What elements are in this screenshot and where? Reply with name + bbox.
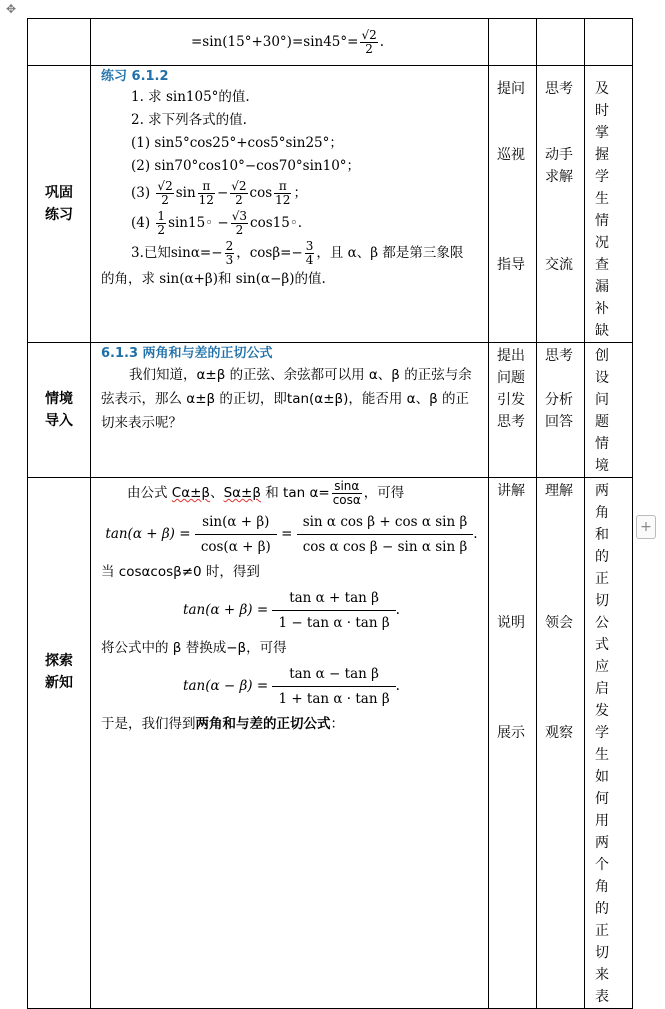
replace-text: 将公式中的 β 替换成−β，可得 — [101, 640, 287, 656]
content-cell — [91, 343, 489, 478]
student-activity: 理解 领会 观察 — [537, 478, 585, 1009]
row-label: 巩固 练习 — [28, 66, 91, 343]
intro-paragraph: 我们知道，α±β 的正弦、余弦都可以用 α、β 的正弦与余弦表示，那么 α±β 的正切，即tan(α±β)，能否用 α、β 的正切来表示呢？ — [101, 367, 472, 431]
table-row — [28, 478, 633, 1009]
section-heading: 练习 6.1.2 — [101, 69, 169, 84]
lesson-table — [27, 18, 633, 1009]
question-2-1: (1) sin5°cos25°+cos5°sin25°； — [131, 135, 343, 151]
table-move-icon[interactable]: ✥ — [6, 2, 17, 16]
teacher-activity: 提问 巡视 指导 — [489, 66, 537, 343]
question-2-3: (3) $\frac{√2}{2}$ sin $\frac{\pi}{12}$ − $\frac{√2}{2}$ cos $\frac{\pi}{12}$ ； — [131, 179, 307, 207]
section-heading: 6.1.3 两角和与差的正切公式 — [101, 346, 273, 361]
add-column-icon[interactable]: + — [636, 515, 656, 539]
fraction: $\frac{√2}{2}$ — [361, 27, 377, 56]
teacher-activity: 提出 问题 引发 思考 — [489, 343, 537, 478]
table-row — [28, 19, 633, 66]
teacher-activity: 讲解 说明 展示 — [489, 478, 537, 1009]
content-cell — [91, 478, 489, 1009]
question-2-4: (4) $\frac{1}{2}$ sin15◦ − $\frac{√3}{2}$ cos15◦. — [131, 209, 303, 237]
question-1: 1. 求 sin105°的值. — [131, 89, 250, 105]
design-intent: 及时掌握学生情况查漏补缺 — [585, 66, 633, 343]
condition-text: 当 cosαcosβ≠0 时，得到 — [101, 564, 260, 580]
design-intent: 两角和的正切公式应启发学生如何用两个角的正切来表 — [585, 478, 633, 1009]
tan-sum-derivation: tan(α + β) = $\frac{\sin(\alpha + \beta)}{\cos(\alpha + \beta)}$ = $\frac{\text{sin α cos β + cos α sin β}}{\text{cos α cos β − sin α sin β}}$ . — [105, 514, 478, 555]
design-intent: 创设问题情境 — [585, 343, 633, 478]
question-2: 2. 求下列各式的值. — [131, 112, 247, 128]
question-3: 3.已知sinα=− $\frac{2}{3}$ ，cosβ=− $\frac{3}{4}$ ，且 α、β 都是第三象限 — [131, 239, 464, 267]
content-cell: =sin(15°+30°)=sin45°= $\frac{√2}{2}$ . — [91, 19, 489, 66]
row-label: 情境 导入 — [28, 343, 91, 478]
student-activity: 思考 动手 求解 交流 — [537, 66, 585, 343]
tan-sum-formula: tan(α + β) = $\frac{\text{tan α + tan β}}{\text{1 − tan α · tan β}}$ . — [183, 590, 400, 631]
formula-intro: 由公式 Cα±β、Sα±β 和 tan α= $\frac{\sin\alpha}{\cos\alpha}$ ，可得 — [127, 478, 405, 507]
question-3-cont: 的角，求 sin(α+β)和 sin(α−β)的值. — [101, 271, 326, 287]
student-activity: 思考 分析 回答 — [537, 343, 585, 478]
question-2-2: (2) sin70°cos10°−cos70°sin10°； — [131, 158, 361, 174]
formula-text: =sin(15°+30°)=sin45°= — [191, 33, 359, 50]
table-row — [28, 66, 633, 343]
table-row — [28, 343, 633, 478]
content-cell — [91, 66, 489, 343]
conclusion-text: 于是，我们得到两角和与差的正切公式： — [101, 716, 344, 732]
label-cell — [28, 19, 91, 66]
row-label: 探索 新知 — [28, 478, 91, 1009]
tan-diff-formula: tan(α − β) = $\frac{\text{tan α − tan β}}{\text{1 + tan α · tan β}}$ . — [183, 666, 400, 707]
